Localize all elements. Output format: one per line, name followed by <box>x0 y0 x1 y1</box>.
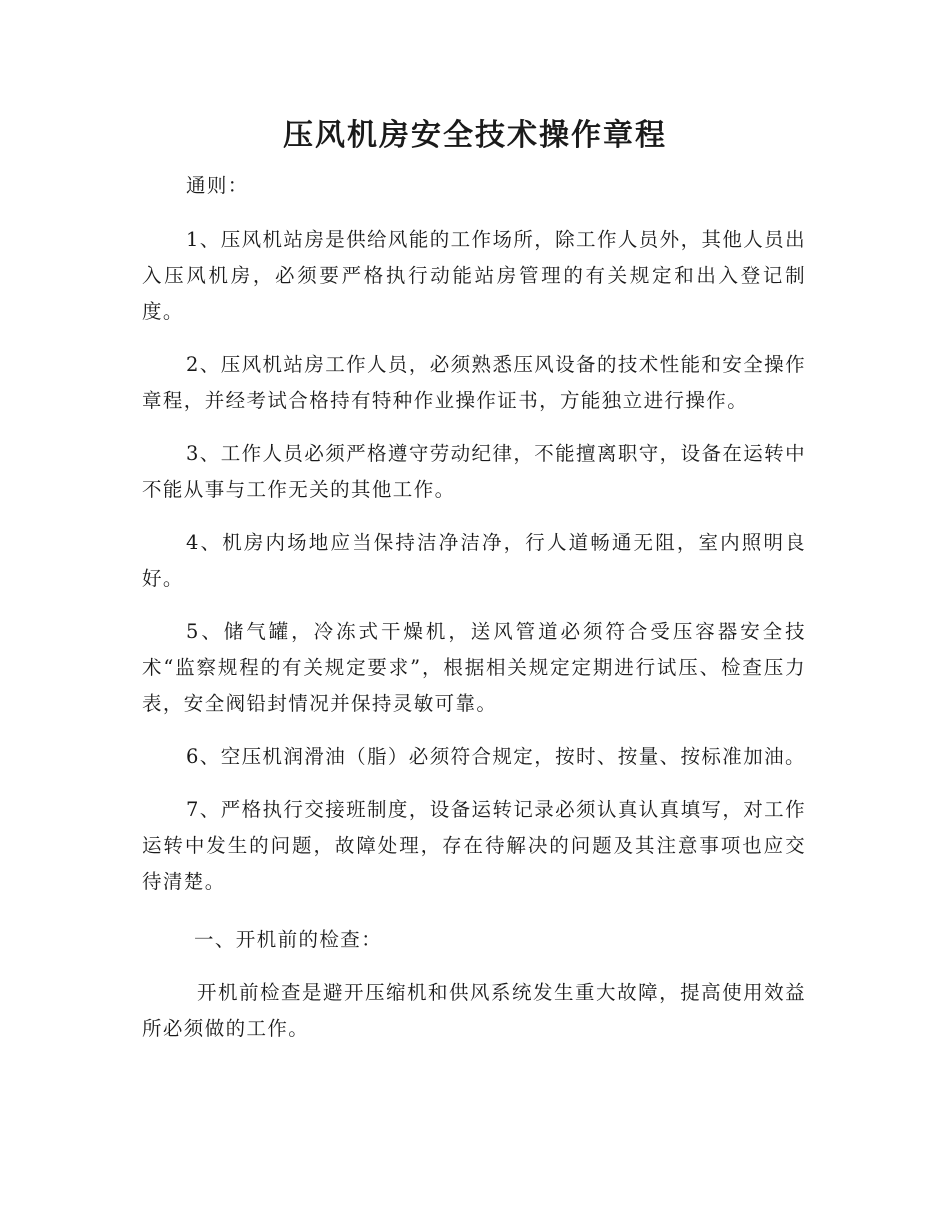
document-body <box>142 168 806 1064</box>
general-heading: 通则： <box>186 174 249 197</box>
rule-paragraph-5: 5、储气罐，冷冻式干燥机，送风管道必须符合受压容器安全技术“监察规程的有关规定要求”，根据相关规定定期进行试压、检查压力表，安全阀铅封情况并保持灵敏可靠。 <box>142 620 806 715</box>
section-paragraph-startup-check: 开机前检查是避开压缩机和供风系统发生重大故障，提高使用效益所必须做的工作。 <box>142 981 806 1040</box>
document-title: 压风机房安全技术操作章程 <box>283 118 667 153</box>
rule-paragraph-6: 6、空压机润滑油（脂）必须符合规定，按时、按量、按标准加油。 <box>186 745 806 768</box>
rule-paragraph-2: 2、压风机站房工作人员，必须熟悉压风设备的技术性能和安全操作章程，并经考试合格持有特种作业操作证书，方能独立进行操作。 <box>142 353 806 412</box>
rule-paragraph-4: 4、机房内场地应当保持洁净洁净，行人道畅通无阻，室内照明良好。 <box>142 531 806 590</box>
rule-paragraph-3: 3、工作人员必须严格遵守劳动纪律，不能擅离职守，设备在运转中不能从事与工作无关的其他工作。 <box>142 442 806 501</box>
section-heading-startup-check: 一、开机前的检查： <box>194 928 383 951</box>
rule-paragraph-1: 1、压风机站房是供给风能的工作场所，除工作人员外，其他人员出入压风机房，必须要严格执行动能站房管理的有关规定和出入登记制度。 <box>142 228 806 323</box>
rule-paragraph-7: 7、严格执行交接班制度，设备运转记录必须认真认真填写，对工作运转中发生的问题，故障处理，存在待解决的问题及其注意事项也应交待清楚。 <box>142 798 806 893</box>
